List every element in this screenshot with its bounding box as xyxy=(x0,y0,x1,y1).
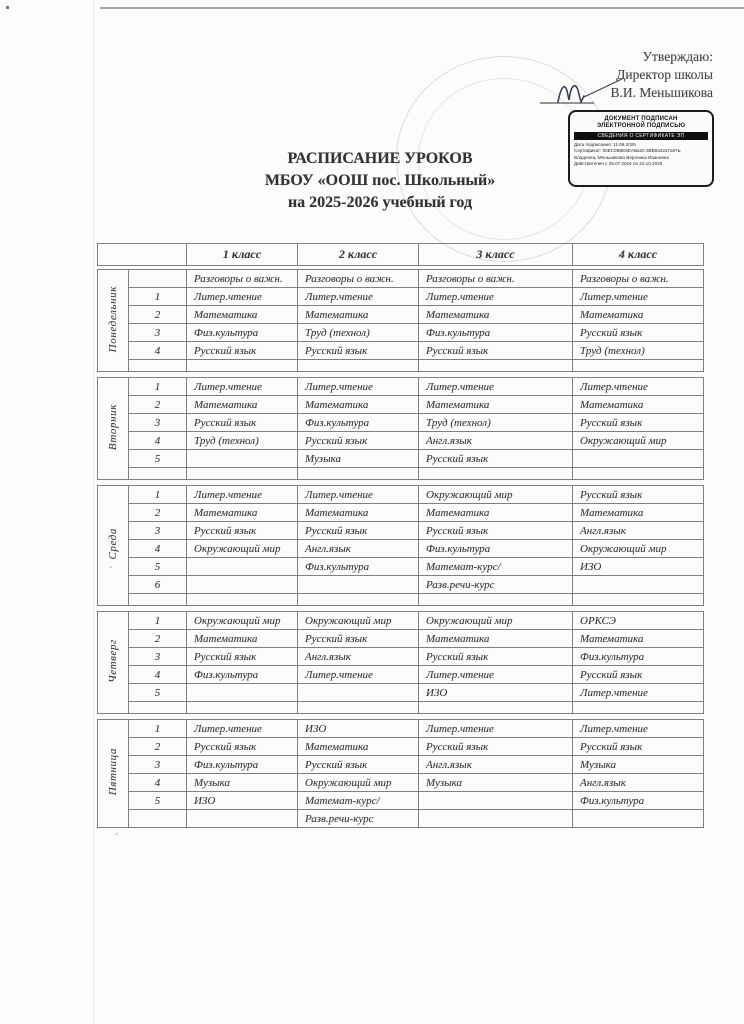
lesson-cell: Русский язык xyxy=(419,522,573,540)
lesson-cell: Музыка xyxy=(573,756,704,774)
lesson-cell: Математика xyxy=(187,306,298,324)
scan-noise-dot xyxy=(115,833,118,835)
lesson-cell: Физ.культура xyxy=(187,756,298,774)
lesson-cell: Литер.чтение xyxy=(419,666,573,684)
lesson-cell xyxy=(573,594,704,606)
lesson-cell xyxy=(419,810,573,828)
day-blocks xyxy=(97,269,703,828)
title-line-2: МБОУ «ООШ пос. Школьный» xyxy=(264,172,496,189)
lesson-cell xyxy=(187,468,298,480)
lesson-cell xyxy=(298,468,419,480)
lesson-number: 1 xyxy=(129,720,187,738)
lesson-cell: Математика xyxy=(298,306,419,324)
lesson-number xyxy=(129,468,187,480)
lesson-number: 4 xyxy=(129,666,187,684)
lesson-number: 5 xyxy=(129,450,187,468)
lesson-cell: Разговоры о важн. xyxy=(419,270,573,288)
day-name: Понедельник xyxy=(107,285,119,353)
lesson-number: 4 xyxy=(129,342,187,360)
lesson-cell: Окружающий мир xyxy=(298,774,419,792)
lesson-cell: Окружающий мир xyxy=(187,612,298,630)
lesson-cell xyxy=(187,450,298,468)
lesson-number: 2 xyxy=(129,504,187,522)
lesson-cell: Физ.культура xyxy=(573,648,704,666)
lesson-cell: Математика xyxy=(419,396,573,414)
lesson-cell: Литер.чтение xyxy=(419,288,573,306)
lesson-number xyxy=(129,810,187,828)
lesson-cell: Физ.культура xyxy=(573,792,704,810)
lesson-cell: Физ.культура xyxy=(298,558,419,576)
day-label-cell xyxy=(98,486,129,606)
handwritten-signature xyxy=(538,72,658,112)
lesson-cell: Музыка xyxy=(298,450,419,468)
lesson-cell: Математ-курс/ xyxy=(419,558,573,576)
lesson-cell: Литер.чтение xyxy=(573,720,704,738)
lesson-cell: Математика xyxy=(419,630,573,648)
lesson-cell: Разговоры о важн. xyxy=(187,270,298,288)
day-name: Четверг xyxy=(107,639,119,683)
lesson-cell: ИЗО xyxy=(298,720,419,738)
lesson-cell: Русский язык xyxy=(573,666,704,684)
lesson-cell: Русский язык xyxy=(187,648,298,666)
lesson-cell: Русский язык xyxy=(187,738,298,756)
lesson-cell: Литер.чтение xyxy=(298,486,419,504)
lesson-cell xyxy=(419,792,573,810)
day-table-4 xyxy=(97,611,704,714)
stamp-detail-line: Действителен с 29.07.2024 по 22.10.2025 xyxy=(574,160,663,166)
lesson-cell: Математика xyxy=(573,306,704,324)
lesson-cell: ИЗО xyxy=(573,558,704,576)
day-label-cell xyxy=(98,720,129,828)
lesson-cell xyxy=(573,702,704,714)
lesson-number: 1 xyxy=(129,612,187,630)
lesson-cell: Литер.чтение xyxy=(573,288,704,306)
lesson-number: 1 xyxy=(129,288,187,306)
lesson-cell: Окружающий мир xyxy=(187,540,298,558)
lesson-cell: Физ.культура xyxy=(298,414,419,432)
lesson-cell: Литер.чтение xyxy=(419,720,573,738)
lesson-cell: Труд (технол) xyxy=(298,324,419,342)
lesson-cell: Русский язык xyxy=(298,756,419,774)
lesson-cell: Математика xyxy=(573,396,704,414)
lesson-cell xyxy=(187,360,298,372)
lesson-number: 6 xyxy=(129,576,187,594)
stamp-details xyxy=(574,142,708,167)
lesson-cell: Литер.чтение xyxy=(573,684,704,702)
lesson-number: 3 xyxy=(129,648,187,666)
lesson-cell xyxy=(573,468,704,480)
lesson-number: 4 xyxy=(129,540,187,558)
lesson-cell: Литер.чтение xyxy=(187,720,298,738)
lesson-cell: ОРКСЭ xyxy=(573,612,704,630)
header-class-4: 4 класс xyxy=(573,244,704,266)
lesson-cell: Англ.язык xyxy=(298,540,419,558)
day-table-5 xyxy=(97,719,704,828)
lesson-cell: Физ.культура xyxy=(187,324,298,342)
lesson-number xyxy=(129,360,187,372)
lesson-cell: Англ.язык xyxy=(573,774,704,792)
stamp-detail-line: Владелец: Меньшикова Вероника Ивановна xyxy=(574,154,669,160)
lesson-cell: Литер.чтение xyxy=(298,666,419,684)
lesson-cell: Труд (технол) xyxy=(419,414,573,432)
lesson-number xyxy=(129,702,187,714)
lesson-number: 5 xyxy=(129,684,187,702)
title-line-3: на 2025-2026 учебный год xyxy=(287,194,473,211)
lesson-cell xyxy=(573,360,704,372)
lesson-cell: Русский язык xyxy=(298,342,419,360)
lesson-cell: Разв.речи-курс xyxy=(419,576,573,594)
lesson-cell: Математ-курс/ xyxy=(298,792,419,810)
lesson-cell: Труд (технол) xyxy=(187,432,298,450)
lesson-number: 2 xyxy=(129,630,187,648)
lesson-number: 5 xyxy=(129,558,187,576)
lesson-cell: Русский язык xyxy=(573,324,704,342)
lesson-cell: Окружающий мир xyxy=(298,612,419,630)
lesson-cell: Окружающий мир xyxy=(419,612,573,630)
header-empty-cell xyxy=(98,244,187,266)
lesson-cell: Русский язык xyxy=(187,414,298,432)
day-name: Вторник xyxy=(107,403,119,451)
lesson-cell: Математика xyxy=(187,396,298,414)
lesson-cell: ИЗО xyxy=(419,684,573,702)
day-label-cell xyxy=(98,378,129,480)
lesson-cell xyxy=(419,360,573,372)
lesson-cell: Физ.культура xyxy=(419,540,573,558)
lesson-cell: Труд (технол) xyxy=(573,342,704,360)
lesson-number: 4 xyxy=(129,432,187,450)
scan-artifact-corner-mark xyxy=(6,6,9,9)
lesson-number: 4 xyxy=(129,774,187,792)
lesson-cell xyxy=(298,684,419,702)
document-title xyxy=(170,148,590,214)
lesson-cell: ИЗО xyxy=(187,792,298,810)
lesson-cell xyxy=(419,468,573,480)
lesson-cell: Математика xyxy=(298,504,419,522)
stamp-detail-line: Дата подписания: 11.09.2025 xyxy=(574,142,636,147)
lesson-cell: Русский язык xyxy=(573,414,704,432)
scan-artifact-left-fold-line xyxy=(93,0,94,1024)
lesson-cell: Окружающий мир xyxy=(419,486,573,504)
lesson-cell: Литер.чтение xyxy=(573,378,704,396)
lesson-cell: Литер.чтение xyxy=(187,486,298,504)
scan-artifact-topline xyxy=(100,7,744,9)
lesson-cell: Музыка xyxy=(187,774,298,792)
lesson-cell: Математика xyxy=(419,504,573,522)
lesson-cell: Музыка xyxy=(419,774,573,792)
lesson-cell: Русский язык xyxy=(298,630,419,648)
schedule-table-area xyxy=(97,243,703,833)
lesson-number: 2 xyxy=(129,306,187,324)
lesson-cell: Разв.речи-курс xyxy=(298,810,419,828)
lesson-cell xyxy=(298,576,419,594)
lesson-cell xyxy=(573,576,704,594)
lesson-cell: Русский язык xyxy=(187,522,298,540)
lesson-cell: Русский язык xyxy=(187,342,298,360)
lesson-cell: Русский язык xyxy=(419,738,573,756)
lesson-cell: Русский язык xyxy=(419,648,573,666)
lesson-number: 3 xyxy=(129,522,187,540)
lesson-cell: Физ.культура xyxy=(419,324,573,342)
day-name: Пятница xyxy=(107,748,119,796)
lesson-cell xyxy=(298,702,419,714)
header-class-2: 2 класс xyxy=(298,244,419,266)
lesson-cell: Англ.язык xyxy=(298,648,419,666)
header-class-1: 1 класс xyxy=(187,244,298,266)
day-label-cell xyxy=(98,270,129,372)
title-line-1: РАСПИСАНИЕ УРОКОВ xyxy=(287,150,473,167)
lesson-number: 1 xyxy=(129,486,187,504)
day-table-2 xyxy=(97,377,704,480)
lesson-cell: Литер.чтение xyxy=(298,378,419,396)
lesson-cell: Математика xyxy=(187,630,298,648)
lesson-number: 2 xyxy=(129,738,187,756)
lesson-cell: Математика xyxy=(298,738,419,756)
lesson-cell: Математика xyxy=(419,306,573,324)
approval-name: В.И. Меньшикова xyxy=(610,85,713,100)
lesson-cell: Разговоры о важн. xyxy=(298,270,419,288)
lesson-cell xyxy=(298,594,419,606)
lesson-cell: Русский язык xyxy=(298,522,419,540)
lesson-cell xyxy=(419,594,573,606)
stamp-title-line2: ЭЛЕКТРОННОЙ ПОДПИСЬЮ xyxy=(596,123,686,129)
approval-word: Утверждаю: xyxy=(642,49,713,64)
lesson-cell: Окружающий мир xyxy=(573,432,704,450)
lesson-cell: Англ.язык xyxy=(419,756,573,774)
lesson-cell: Англ.язык xyxy=(419,432,573,450)
lesson-cell: Литер.чтение xyxy=(419,378,573,396)
stamp-title-line1: ДОКУМЕНТ ПОДПИСАН xyxy=(604,116,678,122)
lesson-cell xyxy=(573,450,704,468)
lesson-cell: Математика xyxy=(298,396,419,414)
lesson-cell: Русский язык xyxy=(419,450,573,468)
lesson-cell: Окружающий мир xyxy=(573,540,704,558)
lesson-number: 1 xyxy=(129,378,187,396)
lesson-cell xyxy=(187,594,298,606)
lesson-cell: Литер.чтение xyxy=(187,378,298,396)
lesson-cell xyxy=(573,810,704,828)
day-table-3 xyxy=(97,485,704,606)
lesson-cell: Русский язык xyxy=(573,738,704,756)
lesson-number: 2 xyxy=(129,396,187,414)
approval-position: Директор школы xyxy=(616,67,713,82)
class-header-table xyxy=(97,243,704,266)
lesson-cell: Литер.чтение xyxy=(298,288,419,306)
day-name: Среда xyxy=(107,528,119,560)
lesson-number: 5 xyxy=(129,792,187,810)
lesson-cell xyxy=(187,702,298,714)
lesson-cell: Русский язык xyxy=(419,342,573,360)
stamp-detail-line: Сертификат: 00ЕС0В9Е8ЕАВа20 3ВВ9а32а7а97Ь xyxy=(574,148,681,154)
lesson-cell: Математика xyxy=(573,504,704,522)
lesson-number xyxy=(129,270,187,288)
lesson-cell: Русский язык xyxy=(573,486,704,504)
lesson-cell: Физ.культура xyxy=(187,666,298,684)
header-class-3: 3 класс xyxy=(419,244,573,266)
lesson-cell xyxy=(298,360,419,372)
lesson-cell: Разговоры о важн. xyxy=(573,270,704,288)
lesson-cell xyxy=(187,810,298,828)
lesson-cell xyxy=(187,576,298,594)
lesson-number: 3 xyxy=(129,414,187,432)
lesson-cell xyxy=(187,558,298,576)
lesson-cell xyxy=(419,702,573,714)
lesson-number: 3 xyxy=(129,324,187,342)
lesson-cell: Математика xyxy=(187,504,298,522)
lesson-cell: Литер.чтение xyxy=(187,288,298,306)
day-table-1 xyxy=(97,269,704,372)
stamp-certificate-bar: СВЕДЕНИЯ О СЕРТИФИКАТЕ ЭП xyxy=(574,132,708,140)
lesson-cell: Русский язык xyxy=(298,432,419,450)
lesson-number xyxy=(129,594,187,606)
lesson-cell xyxy=(187,684,298,702)
lesson-cell: Англ.язык xyxy=(573,522,704,540)
lesson-number: 3 xyxy=(129,756,187,774)
lesson-cell: Математика xyxy=(573,630,704,648)
day-label-cell xyxy=(98,612,129,714)
